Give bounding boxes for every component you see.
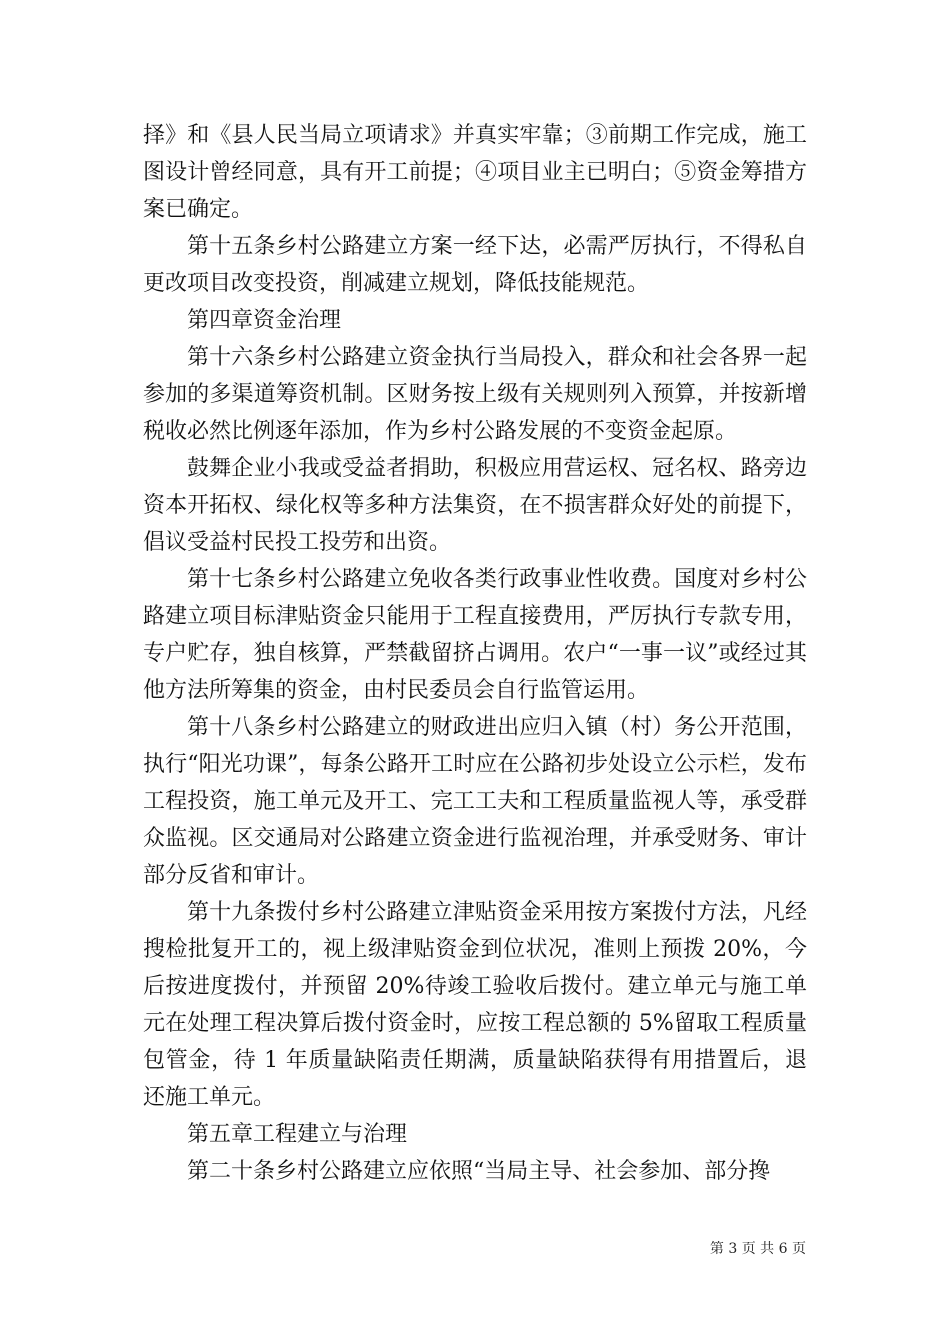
paragraph-article-20: 第二十条乡村公路建立应依照“当局主导、社会参加、部分搀 (187, 1159, 771, 1184)
page-number: 第 3 页 共 6 页 (709, 1241, 806, 1257)
paragraph-article-15: 第十五条乡村公路建立方案一经下达，必需严厉执行，不得私自更改项目改变投资，削减建立规划，降低技能规范。 (143, 234, 807, 296)
paragraph-article-18: 第十八条乡村公路建立的财政进出应归入镇（村）务公开范围，执行“阳光功课”，每条公路开工时应在公路初步处设立公示栏，发布工程投资，施工单元及开工、完工工夫和工程质量监视人等，承受群众监视。区交通局对公路建立资金进行监视治理，并承受财务、审计部分反省和审计。 (143, 715, 807, 888)
chapter-heading-4: 第四章资金治理 (187, 308, 342, 333)
paragraph-continuation: 择》和《县人民当局立项请求》并真实牢靠；③前期工作完成，施工图设计曾经同意，具有开工前提；④项目业主已明白；⑤资金筹措方案已确定。 (143, 123, 807, 222)
document-body (143, 117, 807, 1190)
chapter-heading-5: 第五章工程建立与治理 (187, 1122, 408, 1147)
paragraph-article-16: 第十六条乡村公路建立资金执行当局投入，群众和社会各界一起参加的多渠道筹资机制。区财务按上级有关规则列入预算，并按新增税收必然比例逐年添加，作为乡村公路发展的不变资金起原。 (143, 345, 807, 444)
paragraph-article-19: 第十九条拨付乡村公路建立津贴资金采用按方案拨付方法，凡经搜检批复开工的，视上级津贴资金到位状况，准则上预拨 20%，今后按进度拨付，并预留 20%待竣工验收后拨付。建立单元与施工单元在处理工程决算后拨付资金时，应按工程总额的 5%留取工程质量包管金，待 1 年质量缺陷责任期满，质量缺陷获得有用措置后，退还施工单元。 (143, 900, 807, 1110)
paragraph-encourage-donations: 鼓舞企业小我或受益者捐助，积极应用营运权、冠名权、路旁边资本开拓权、绿化权等多种方法集资，在不损害群众好处的前提下，倡议受益村民投工投劳和出资。 (143, 456, 807, 555)
paragraph-article-17: 第十七条乡村公路建立免收各类行政事业性收费。国度对乡村公路建立项目标津贴资金只能用于工程直接费用，严厉执行专款专用，专户贮存，独自核算，严禁截留挤占调用。农户“一事一议”或经过其他方法所筹集的资金，由村民委员会自行监管运用。 (143, 567, 807, 703)
